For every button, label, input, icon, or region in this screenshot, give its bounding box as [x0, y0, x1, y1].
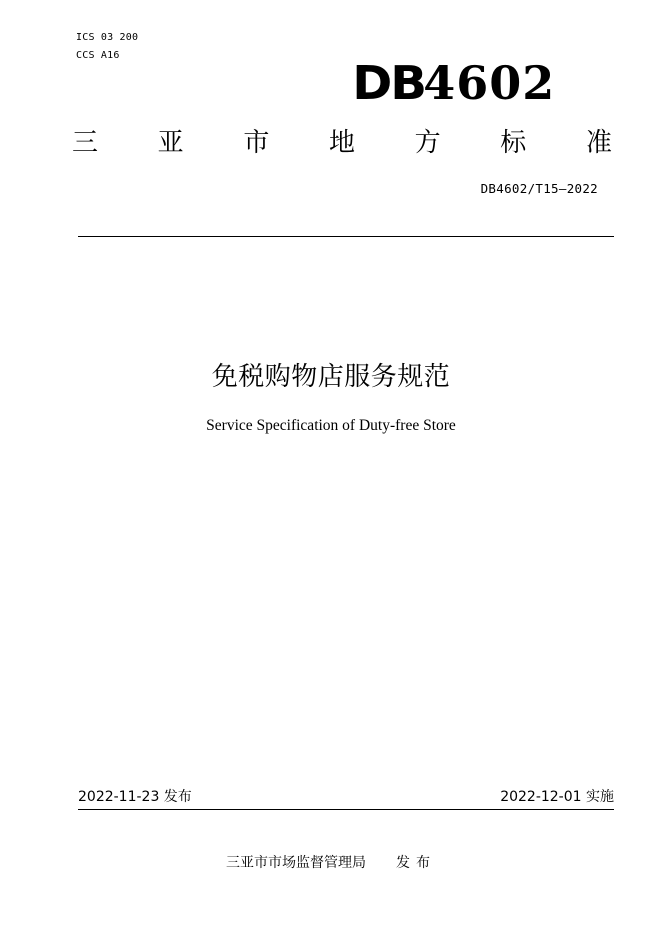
standard-type-char: 地 [328, 128, 355, 158]
standard-type-char: 市 [243, 128, 270, 158]
standard-type-char: 标 [500, 128, 527, 158]
db-logo-code: 4602 [423, 56, 556, 110]
standard-type-char: 亚 [157, 128, 184, 158]
release-date: 2022-11-23 发布 [78, 789, 192, 805]
db-logo-prefix: DB [352, 56, 425, 110]
header-divider [78, 236, 614, 237]
standard-number: DB4602/T15—2022 [480, 181, 598, 196]
ccs-code: CCS A16 [76, 50, 120, 61]
standard-type-title [72, 126, 612, 160]
publisher-action: 发布 [396, 855, 436, 871]
document-title-zh: 免税购物店服务规范 [211, 362, 451, 392]
publisher-name: 三亚市市场监督管理局 [226, 855, 366, 871]
publisher-line [226, 854, 436, 872]
ics-code: ICS 03 200 [76, 32, 139, 43]
standard-type-char: 准 [585, 128, 612, 158]
implementation-date: 2022-12-01 实施 [500, 789, 614, 805]
document-title-en: Service Specification of Duty-free Store [206, 417, 456, 434]
standard-type-char: 方 [414, 128, 441, 158]
standard-type-char: 三 [72, 128, 99, 158]
db-standard-logo [354, 58, 564, 108]
footer-divider [78, 809, 614, 810]
